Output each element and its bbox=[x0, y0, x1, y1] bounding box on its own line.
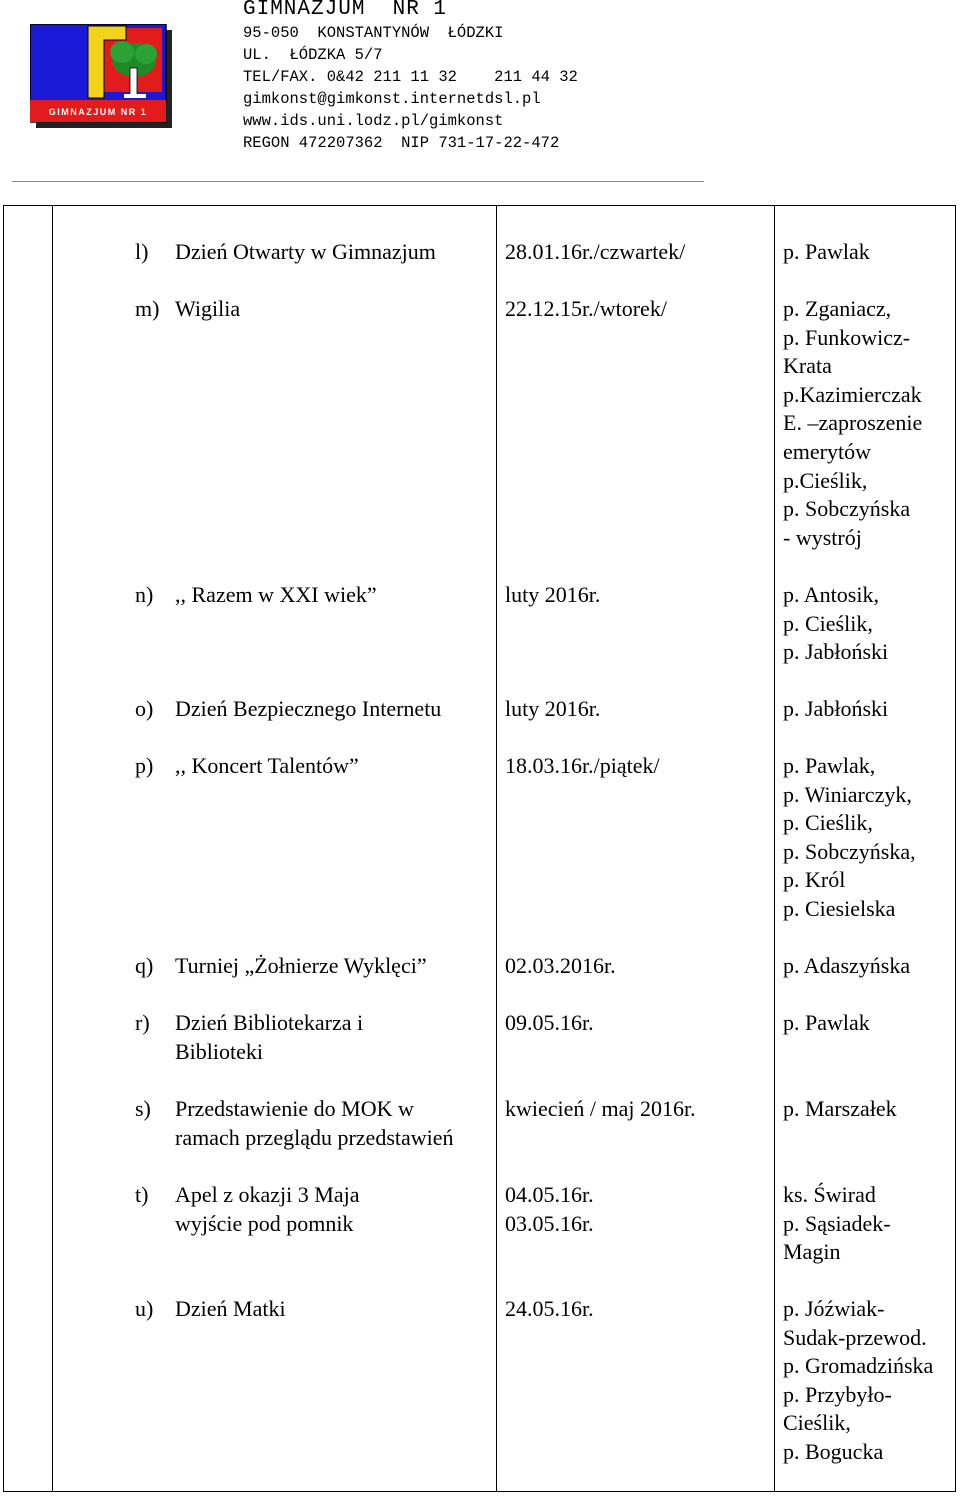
responsible-people: p. Adaszyńska bbox=[783, 953, 911, 978]
responsible-people: ks. Świrad p. Sąsiadek- Magin bbox=[783, 1182, 891, 1265]
event-title: ,, Razem w XXI wiek” bbox=[175, 582, 377, 607]
event-date: 04.05.16r. 03.05.16r. bbox=[505, 1182, 594, 1236]
event-title: Apel z okazji 3 Maja wyjście pod pomnik bbox=[175, 1182, 360, 1236]
responsible-people: p. Jabłoński bbox=[783, 696, 889, 721]
event-title: Wigilia bbox=[175, 296, 241, 321]
event-date: 22.12.15r./wtorek/ bbox=[505, 296, 667, 321]
responsible-people: p. Jóźwiak- Sudak-przewod. p. Gromadzińska p. Przybyło- Cieślik, p. Bogucka bbox=[783, 1296, 934, 1464]
regon-nip-line: REGON 472207362 NIP 731-17-22-472 bbox=[243, 134, 560, 152]
row-letter: u) bbox=[135, 1296, 154, 1321]
row-letter: r) bbox=[135, 1010, 150, 1035]
event-title: ,, Koncert Talentów” bbox=[175, 753, 359, 778]
school-name: GIMNAZJUM NR 1 bbox=[243, 0, 448, 21]
row-letter: t) bbox=[135, 1182, 149, 1207]
address-line: UL. ŁÓDZKA 5/7 bbox=[243, 46, 383, 64]
phone-line: TEL/FAX. 0&42 211 11 32 211 44 32 bbox=[243, 68, 578, 86]
header-divider bbox=[12, 181, 704, 182]
responsible-people: p. Zganiacz, p. Funkowicz- Krata p.Kazimierczak E. –zaproszenie emerytów p.Cieślik, p. Sobczyńska - wystrój bbox=[783, 296, 923, 550]
event-title: Dzień Bezpiecznego Internetu bbox=[175, 696, 442, 721]
address-line: 95-050 KONSTANTYNÓW ŁÓDZKI bbox=[243, 24, 504, 42]
school-header bbox=[243, 0, 578, 154]
logo-text: GIMNAZJUM NR 1 bbox=[48, 107, 148, 117]
event-date: 24.05.16r. bbox=[505, 1296, 594, 1321]
event-date: 18.03.16r./piątek/ bbox=[505, 753, 660, 778]
event-title: Turniej „Żołnierze Wyklęci” bbox=[175, 953, 427, 978]
responsible-people: p. Pawlak, p. Winiarczyk, p. Cieślik, p. Sobczyńska, p. Król p. Ciesielska bbox=[783, 753, 916, 921]
event-date: 02.03.2016r. bbox=[505, 953, 616, 978]
event-date: luty 2016r. bbox=[505, 696, 601, 721]
event-title: Dzień Otwarty w Gimnazjum bbox=[175, 239, 436, 264]
row-letter: q) bbox=[135, 953, 154, 978]
event-date: luty 2016r. bbox=[505, 582, 601, 607]
event-date: kwiecień / maj 2016r. bbox=[505, 1096, 696, 1121]
row-letter: n) bbox=[135, 582, 154, 607]
email-line: gimkonst@gimkonst.internetdsl.pl bbox=[243, 90, 541, 108]
website-line: www.ids.uni.lodz.pl/gimkonst bbox=[243, 112, 504, 130]
event-title: Dzień Bibliotekarza i Biblioteki bbox=[175, 1010, 364, 1064]
row-letter: p) bbox=[135, 753, 154, 778]
event-title: Przedstawienie do MOK w ramach przeglądu przedstawień bbox=[175, 1096, 454, 1150]
event-date: 09.05.16r. bbox=[505, 1010, 594, 1035]
responsible-people: p. Marszałek bbox=[783, 1096, 897, 1121]
responsible-people: p. Pawlak bbox=[783, 1010, 870, 1035]
event-title: Dzień Matki bbox=[175, 1296, 286, 1321]
row-letter: s) bbox=[135, 1096, 151, 1121]
row-letter: l) bbox=[135, 239, 149, 264]
responsible-people: p. Pawlak bbox=[783, 239, 870, 264]
row-letter: m) bbox=[135, 296, 160, 321]
responsible-people: p. Antosik, p. Cieślik, p. Jabłoński bbox=[783, 582, 889, 665]
events-table bbox=[3, 205, 956, 1492]
row-letter: o) bbox=[135, 696, 154, 721]
column-divider bbox=[52, 206, 53, 1491]
school-logo bbox=[30, 24, 172, 128]
event-date: 28.01.16r./czwartek/ bbox=[505, 239, 686, 264]
